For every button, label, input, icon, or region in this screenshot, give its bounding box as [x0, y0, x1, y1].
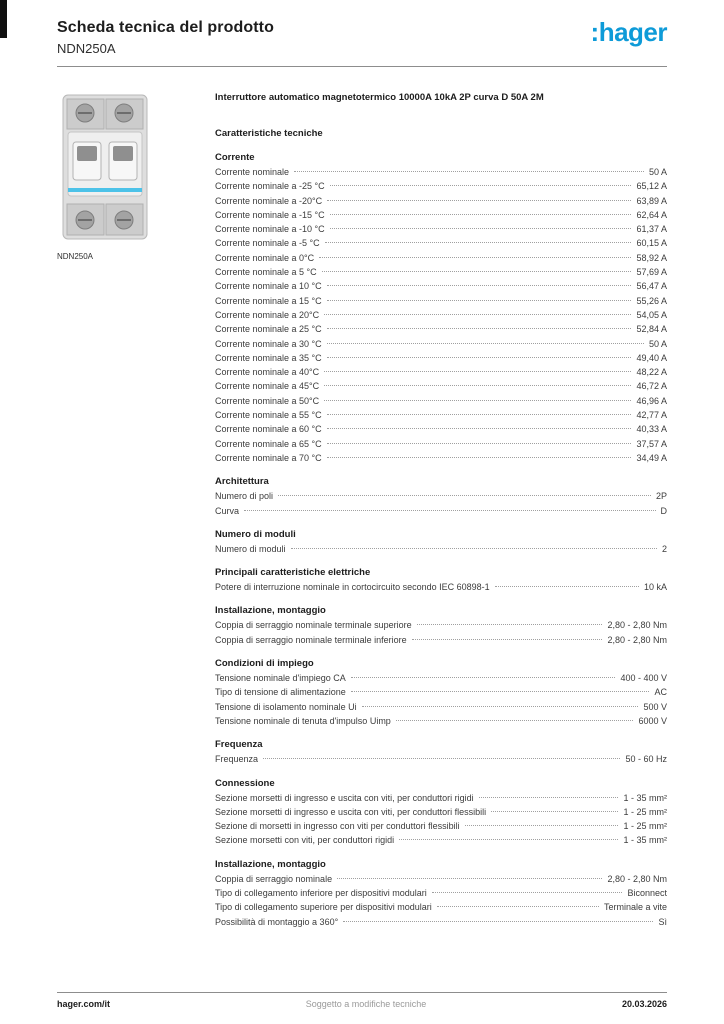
spec-value: 56,47 A [636, 281, 667, 292]
spec-row [215, 367, 667, 381]
spec-row [215, 267, 667, 281]
spec-value: 500 V [643, 701, 667, 712]
leader-dots [327, 285, 632, 286]
spec-row [215, 353, 667, 367]
product-image-column [57, 92, 215, 931]
page-footer [57, 992, 667, 1009]
spec-row [215, 238, 667, 252]
spec-value: 2,80 - 2,80 Nm [607, 634, 667, 645]
footer-site: hager.com/it [57, 999, 111, 1009]
spec-label: Corrente nominale a -15 °C [215, 209, 325, 220]
leader-dots [495, 586, 639, 587]
spec-group-title: Connessione [215, 777, 275, 789]
spec-value: 46,96 A [636, 395, 667, 406]
spec-row [215, 902, 667, 916]
spec-label: Curva [215, 505, 240, 516]
leader-dots [327, 428, 632, 429]
spec-label: Numero di poli [215, 491, 274, 502]
spec-label: Tensione di isolamento nominale Ui [215, 701, 357, 712]
spec-value: 10 kA [643, 582, 667, 593]
spec-label: Corrente nominale [215, 167, 290, 177]
spec-label: Sezione morsetti di ingresso e uscita con viti, per conduttori flessibili [215, 806, 487, 817]
spec-row [215, 210, 667, 224]
spec-row [215, 310, 667, 324]
spec-value: 6000 V [638, 715, 667, 726]
spec-row [215, 754, 667, 768]
leader-dots [330, 228, 632, 229]
spec-value: 65,12 A [636, 181, 667, 192]
spec-label: Corrente nominale a 45°C [215, 381, 320, 392]
spec-value: 2 [661, 543, 667, 554]
spec-label: Corrente nominale a 0°C [215, 252, 315, 263]
leader-dots [327, 414, 632, 415]
spec-label: Possibilità di montaggio a 360° [215, 916, 339, 927]
spec-label: Tipo di tensione di alimentazione [215, 687, 346, 698]
spec-row [215, 281, 667, 295]
spec-label: Tipo di collegamento superiore per dispositivi modulari [215, 902, 432, 913]
spec-row [215, 253, 667, 267]
spec-column [215, 92, 667, 931]
spec-row [215, 167, 667, 181]
spec-row [215, 339, 667, 353]
spec-label: Sezione di morsetti in ingresso con viti per conduttori flessibili [215, 821, 460, 832]
footer-date: 20.03.2026 [621, 999, 667, 1009]
spec-label: Tensione nominale di tenuta d'impulso Uimp [215, 715, 391, 726]
spec-value: 58,92 A [636, 252, 667, 263]
spec-row [215, 917, 667, 931]
spec-label: Corrente nominale a -5 °C [215, 238, 320, 249]
spec-label: Tensione nominale d'impiego CA [215, 673, 346, 684]
spec-value: 42,77 A [636, 410, 667, 421]
spec-group-title: Corrente [215, 152, 255, 163]
spec-label: Corrente nominale a -10 °C [215, 224, 325, 235]
spec-value: 60,15 A [636, 238, 667, 249]
content-area [57, 92, 667, 931]
leader-dots [465, 825, 619, 826]
leader-dots [327, 200, 631, 201]
leader-dots [324, 371, 631, 372]
spec-row [215, 874, 667, 888]
spec-label: Corrente nominale a 40°C [215, 367, 320, 378]
spec-label: Numero di moduli [215, 543, 286, 554]
spec-label: Corrente nominale a 25 °C [215, 324, 322, 335]
spec-label: Frequenza [215, 754, 259, 765]
spec-row [215, 439, 667, 453]
leader-dots [432, 892, 623, 893]
spec-label: Coppia di serraggio nominale [215, 873, 333, 884]
spec-label: Corrente nominale a 60 °C [215, 424, 322, 435]
spec-label: Corrente nominale a 15 °C [215, 295, 322, 306]
spec-value: D [660, 505, 667, 516]
leader-dots [396, 720, 634, 721]
leader-dots [491, 811, 618, 812]
leader-dots [362, 706, 639, 707]
spec-row [215, 396, 667, 410]
spec-value: 1 - 35 mm² [623, 835, 667, 846]
spec-label: Corrente nominale a 70 °C [215, 452, 322, 463]
spec-value: 55,26 A [636, 295, 667, 306]
spec-group-title: Frequenza [215, 739, 263, 751]
leader-dots [278, 495, 651, 496]
spec-value: 50 A [648, 338, 667, 349]
spec-value: 37,57 A [636, 438, 667, 449]
spec-value: 63,89 A [636, 195, 667, 206]
leader-dots [479, 797, 619, 798]
leader-dots [399, 839, 618, 840]
spec-label: Potere di interruzione nominale in cortocircuito secondo IEC 60898-1 [215, 582, 490, 593]
spec-value: 34,49 A [636, 452, 667, 463]
spec-value: 49,40 A [636, 352, 667, 363]
leader-dots [324, 400, 631, 401]
spec-groups [215, 152, 667, 931]
spec-row [215, 793, 667, 807]
spec-label: Sezione morsetti di ingresso e uscita con viti, per conduttori rigidi [215, 792, 474, 803]
section-title: Caratteristiche tecniche [215, 128, 323, 139]
spec-row [215, 888, 667, 902]
spec-row [215, 381, 667, 395]
spec-label: Coppia di serraggio nominale terminale inferiore [215, 634, 407, 645]
spec-value: 2,80 - 2,80 Nm [607, 873, 667, 884]
spec-group-title: Architettura [215, 476, 269, 488]
spec-row [215, 620, 667, 634]
spec-label: Corrente nominale a 50°C [215, 395, 320, 406]
leader-dots [412, 639, 603, 640]
footer-note: Soggetto a modifiche tecniche [305, 999, 427, 1009]
spec-row [215, 410, 667, 424]
spec-row [215, 544, 667, 558]
header-divider [57, 66, 667, 67]
leader-dots [330, 214, 632, 215]
spec-group-title: Condizioni di impiego [215, 658, 314, 670]
hager-logo: :hager [590, 17, 667, 47]
spec-row [215, 224, 667, 238]
spec-value: Terminale a vite [603, 902, 667, 913]
spec-value: 1 - 25 mm² [623, 821, 667, 832]
leader-dots [244, 510, 655, 511]
leader-dots [291, 548, 657, 549]
spec-group-title: Installazione, montaggio [215, 605, 326, 617]
spec-row [215, 491, 667, 505]
spec-value: Sì [658, 916, 667, 927]
spec-label: Corrente nominale a 10 °C [215, 281, 322, 292]
spec-value: 400 - 400 V [620, 673, 667, 684]
spec-value: 50 A [648, 167, 667, 177]
spec-row [215, 453, 667, 467]
spec-label: Corrente nominale a 5 °C [215, 267, 317, 278]
spec-row [215, 821, 667, 835]
page-header [57, 19, 667, 56]
spec-label: Tipo di collegamento inferiore per dispositivi modulari [215, 887, 427, 898]
spec-row [215, 324, 667, 338]
spec-value: Biconnect [627, 887, 667, 898]
leader-dots [327, 343, 644, 344]
crop-mark [0, 0, 7, 38]
spec-row [215, 582, 667, 596]
spec-row [215, 635, 667, 649]
spec-row [215, 702, 667, 716]
leader-dots [294, 171, 644, 172]
spec-group-title: Numero di moduli [215, 528, 296, 540]
spec-value: 2,80 - 2,80 Nm [607, 620, 667, 631]
product-title: Interruttore automatico magnetotermico 10000A 10kA 2P curva D 50A 2M [215, 92, 544, 103]
spec-row [215, 716, 667, 730]
spec-label: Corrente nominale a -20°C [215, 195, 323, 206]
spec-row [215, 673, 667, 687]
spec-row [215, 687, 667, 701]
leader-dots [327, 357, 632, 358]
product-image-caption: NDN250A [57, 252, 94, 261]
leader-dots [324, 314, 631, 315]
header-text [57, 19, 274, 56]
spec-row [215, 506, 667, 520]
spec-label: Corrente nominale a 30 °C [215, 338, 322, 349]
leader-dots [417, 624, 603, 625]
spec-row [215, 181, 667, 195]
leader-dots [330, 185, 632, 186]
spec-value: 2P [655, 491, 667, 502]
leader-dots [322, 271, 632, 272]
spec-label: Corrente nominale a 20°C [215, 309, 320, 320]
leader-dots [325, 242, 632, 243]
circuit-breaker-illustration [57, 92, 153, 242]
spec-label: Corrente nominale a 65 °C [215, 438, 322, 449]
spec-value: 62,64 A [636, 209, 667, 220]
product-image [57, 92, 153, 242]
spec-value: 1 - 25 mm² [623, 806, 667, 817]
spec-row [215, 835, 667, 849]
spec-value: 54,05 A [636, 309, 667, 320]
spec-label: Coppia di serraggio nominale terminale superiore [215, 620, 412, 631]
spec-value: 40,33 A [636, 424, 667, 435]
leader-dots [263, 758, 620, 759]
spec-value: 61,37 A [636, 224, 667, 235]
spec-group-title: Installazione, montaggio [215, 858, 326, 870]
spec-value: AC [654, 687, 667, 698]
leader-dots [324, 385, 631, 386]
leader-dots [337, 878, 602, 879]
spec-value: 48,22 A [636, 367, 667, 378]
spec-value: 1 - 35 mm² [623, 792, 667, 803]
spec-label: Corrente nominale a -25 °C [215, 181, 325, 192]
leader-dots [343, 921, 653, 922]
leader-dots [327, 328, 632, 329]
product-code: NDN250A [57, 41, 116, 56]
spec-row [215, 296, 667, 310]
spec-row [215, 424, 667, 438]
leader-dots [327, 300, 632, 301]
spec-label: Corrente nominale a 55 °C [215, 410, 322, 421]
leader-dots [327, 443, 632, 444]
leader-dots [319, 257, 631, 258]
leader-dots [351, 691, 650, 692]
leader-dots [327, 457, 632, 458]
spec-label: Corrente nominale a 35 °C [215, 352, 322, 363]
leader-dots [351, 677, 616, 678]
spec-value: 46,72 A [636, 381, 667, 392]
spec-row [215, 196, 667, 210]
spec-label: Sezione morsetti con viti, per conduttori rigidi [215, 835, 395, 846]
page-title: Scheda tecnica del prodotto [57, 19, 274, 36]
spec-value: 52,84 A [636, 324, 667, 335]
leader-dots [437, 906, 599, 907]
spec-group-title: Principali caratteristiche elettriche [215, 567, 371, 579]
spec-value: 57,69 A [636, 267, 667, 278]
spec-row [215, 807, 667, 821]
spec-value: 50 - 60 Hz [625, 754, 667, 765]
